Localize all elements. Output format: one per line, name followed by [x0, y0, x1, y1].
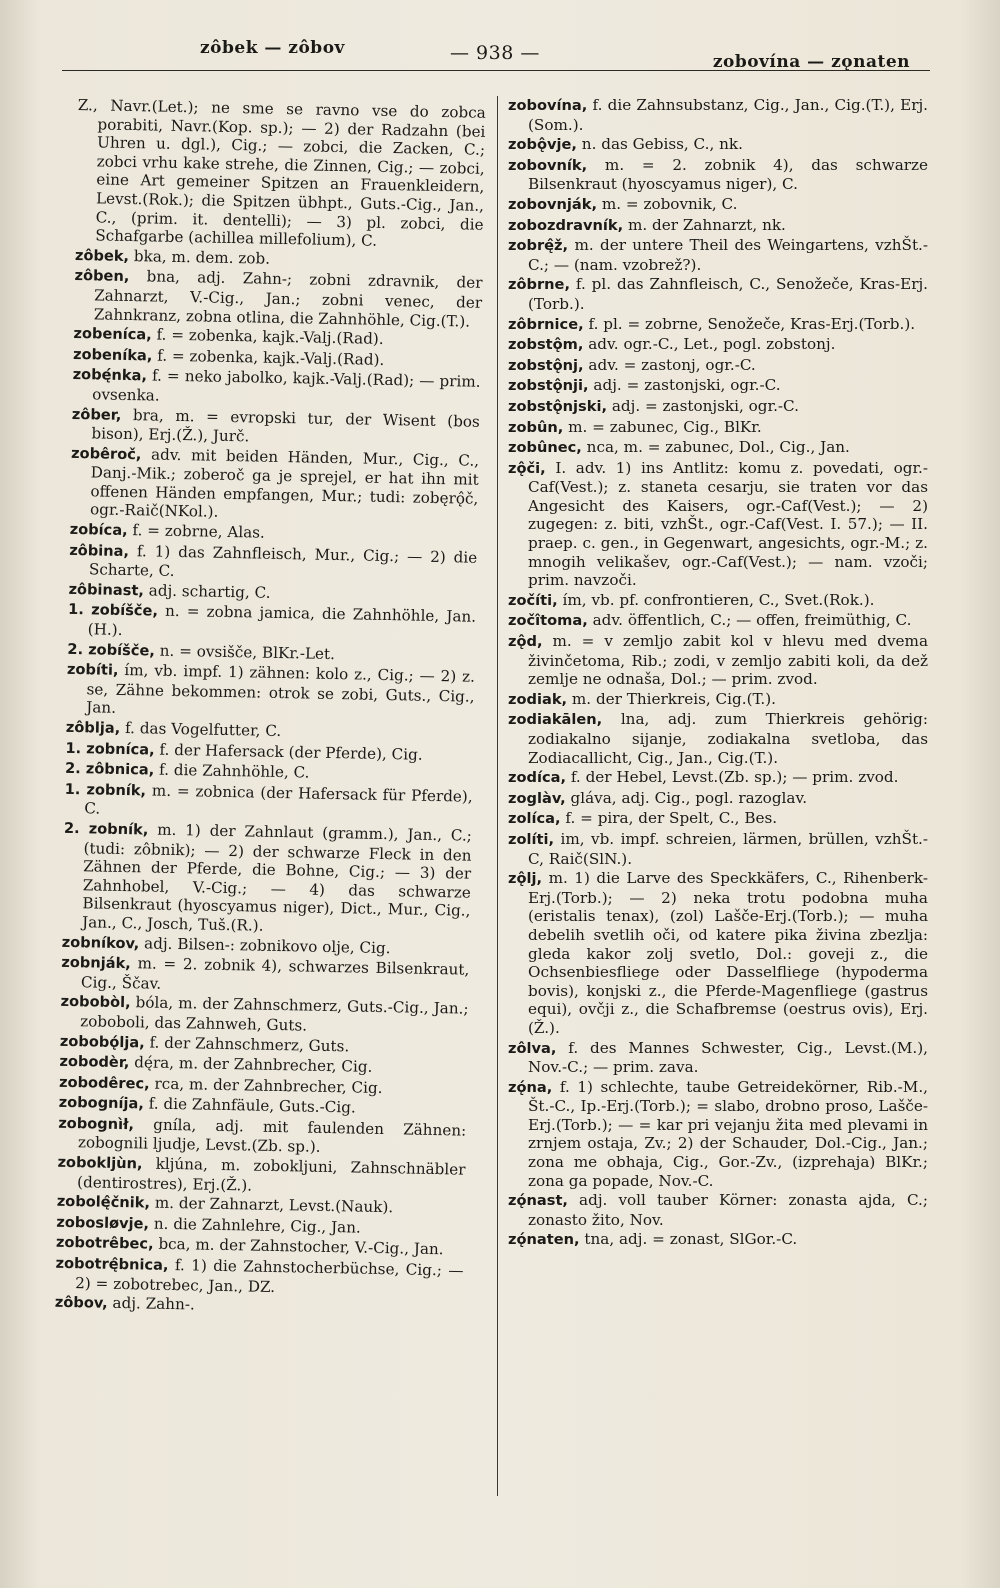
dictionary-entry: [508, 869, 928, 1037]
entry-headword: 1. zobník,: [64, 780, 147, 800]
entry-headword: zobǫ̂vje,: [508, 136, 577, 154]
entry-definition: m. der untere Theil des Weingartens, vzhŠt.-C.; — (nam. vzobrež?).: [528, 236, 929, 274]
entry-definition: adj. Bilsen-: zobnikovo olje, Cig.: [143, 933, 391, 957]
entry-headword: zobodêrec,: [58, 1073, 150, 1093]
dictionary-entry: [508, 1230, 928, 1250]
entry-headword: zobobòl,: [60, 993, 131, 1012]
dictionary-entry: [508, 611, 928, 631]
entry-headword: zoboklјùn,: [57, 1153, 143, 1173]
entry-headword: zôben,: [74, 267, 130, 286]
entry-headword: zobstǫ̂nji,: [508, 377, 589, 395]
entry-headword: zobnják,: [61, 953, 131, 973]
column-divider: [497, 96, 498, 1496]
entry-definition: m. der Zahnarzt, Levst.(Nauk).: [154, 1193, 394, 1217]
dictionary-entry: [508, 335, 928, 355]
entry-headword: zôber,: [71, 405, 122, 424]
entry-headword: zobstǫ̂njski,: [508, 397, 607, 415]
entry-headword: zôblja,: [65, 718, 121, 737]
dictionary-entry: [62, 819, 472, 939]
entry-definition: f. der Hafersack (der Pferde), Cig.: [159, 740, 423, 764]
entry-headword: zobeníka,: [72, 345, 153, 365]
dictionary-entry: [68, 600, 477, 646]
entry-definition: f. die Zahnsubstanz, Cig., Jan., Cig.(T.), Erj.(Som.).: [528, 96, 929, 134]
page-header: [60, 34, 930, 72]
entry-headword: zoglàv,: [508, 789, 566, 807]
dictionary-entry: [508, 156, 928, 194]
dictionary-entry: [74, 266, 483, 331]
entry-definition: adv. = zastonj, ogr.-C.: [588, 355, 756, 374]
entry-headword: zobíti,: [66, 661, 119, 680]
entry-headword: 1. zobíšče,: [67, 601, 159, 621]
dictionary-entry: [508, 690, 928, 710]
entry-headword: zobovnják,: [508, 195, 597, 213]
dictionary-entry: [60, 992, 469, 1038]
dictionary-entry: [58, 1114, 467, 1160]
entry-definition: n. = ovsišče, BlKr.-Let.: [159, 641, 336, 663]
entry-headword: zodiakālen,: [508, 711, 603, 729]
entry-definition: f. = neko jabolko, kajk.-Valj.(Rad); — prim. ovsenka.: [92, 366, 481, 405]
entry-definition: m. der Zahnarzt, nk.: [627, 215, 786, 234]
entry-definition: lna, adj. zum Thierkreis gehörig: zodiakalno sijanje, zodiakalna svetloba, das Zodiacallicht, Cig., Jan., Cig.(T.).: [528, 710, 928, 767]
dictionary-entry: [508, 195, 928, 215]
entry-definition: adj. = zastonjski, ogr.-C.: [611, 396, 799, 415]
entry-definition: f. = zobenka, kajk.-Valj.(Rad).: [156, 325, 384, 349]
entry-definition: bka, m. dem. zob.: [133, 246, 271, 268]
entry-definition: m. der Thierkreis, Cig.(T.).: [571, 689, 776, 708]
entry-definition: m. = v zemljo zabit kol v hlevu med dvema živinčetoma, Rib.; zodi, v zemljo zabiti koli, da dež zemlje ne odnaša, Dol.; — prim. zvod.: [528, 632, 929, 689]
left-column: [55, 96, 486, 1321]
entry-headword: zobstǫ̂m,: [508, 336, 584, 354]
entry-definition: m. = zobnica (der Hafersack für Pferde), C.: [84, 781, 473, 818]
entry-headword: zôbek,: [74, 246, 130, 265]
entry-definition: ím, vb. pf. confrontieren, C., Svet.(Rok.).: [562, 590, 875, 609]
entry-definition: adj. voll tauber Körner: zonasta ajda, C.; zonasto žito, Nov.: [528, 1191, 928, 1229]
entry-definition: kljúna, m. zobokljuni, Zahnschnäbler (dentirostres), Erj.(Ž.).: [76, 1154, 466, 1195]
entry-definition: gníla, adj. mit faulenden Zähnen: zobognili ljudje, Levst.(Zb. sp.).: [77, 1115, 467, 1157]
entry-definition: n. = zobna jamica, die Zahnhöhle, Jan.(H.).: [87, 602, 477, 639]
entry-definition: im, vb. impf. schreien, lärmen, brüllen, vzhŠt.-C, Raič(SlN.).: [528, 829, 929, 868]
entry-headword: zobstǫ̂nj,: [508, 356, 584, 374]
entry-definition: Z., Navr.(Let.); ne sme se ravno vse do zobca porabiti, Navr.(Kop. sp.); — 2) der Radzahn (bei Uhren u. dgl.), Cig.; — zobci, die Zacken, C.; zobci vrhu kake strehe, die Zinnen, Cig.; — zobci, eine Art gemeiner Spitzen an Frauenkleidern, Levst.(Rok.); die Spitzen übhpt., Guts.-Cig., Jan., C., (prim. it. dentelli); — 3) pl. zobci, die Schafgarbe (achillea millefolium), C.: [77, 96, 486, 250]
entry-headword: zǫ́na,: [508, 1078, 553, 1096]
entry-headword: zobozdravník,: [508, 216, 624, 234]
entry-headword: zobobǫ́lja,: [59, 1032, 145, 1051]
entry-headword: zǫ́naten,: [508, 1231, 580, 1249]
entry-headword: zôbina,: [69, 541, 130, 560]
entry-definition: tna, adj. = zonast, SlGor.-C.: [584, 1230, 798, 1249]
entry-definition: f. die Zahnfäule, Guts.-Cig.: [148, 1094, 356, 1117]
entry-definition: adv. ogr.-C., Let., pogl. zobstonj.: [588, 335, 836, 354]
entry-headword: zobognìł,: [58, 1114, 135, 1134]
entry-headword: zodíca,: [508, 769, 567, 787]
dictionary-entry: [55, 1254, 464, 1300]
entry-headword: 1. zobníca,: [65, 739, 155, 759]
entry-headword: zolíti,: [508, 830, 555, 848]
entry-headword: 2. zôbnica,: [64, 760, 155, 779]
entry-headword: zobûnec,: [508, 439, 582, 457]
dictionary-entry: [508, 459, 928, 590]
dictionary-entry: [508, 710, 928, 767]
entry-headword: zočíti,: [508, 591, 558, 609]
entry-headword: zobovník,: [508, 156, 588, 174]
dictionary-entry: [66, 660, 475, 725]
dictionary-entry: [508, 356, 928, 376]
entry-headword: zôbrnice,: [508, 315, 584, 333]
entry-definition: f. pl. das Zahnfleisch, C., Senožeče, Kras-Erj.(Torb.).: [528, 275, 928, 313]
entry-definition: bca, m. der Zahnstocher, V.-Cig., Jan.: [158, 1235, 444, 1259]
entry-headword: zobotrę̂bnica,: [55, 1254, 169, 1274]
entry-headword: zobrę̂ž,: [508, 237, 569, 255]
dictionary-entry: [508, 789, 928, 809]
entry-headword: zočîtoma,: [508, 612, 588, 630]
entry-definition: dę́ra, m. der Zahnbrecher, Cig.: [134, 1053, 373, 1076]
entry-definition: f. des Mannes Schwester, Cig., Levst.(M.), Nov.-C.; — prim. zava.: [528, 1038, 928, 1077]
entry-definition: f. 1) die Zahnstocherbüchse, Cig.; — 2) = zobotrebec, Jan., DZ.: [75, 1256, 464, 1296]
entry-headword: 2. zobíšče,: [67, 640, 156, 660]
entry-headword: 2. zobník,: [63, 819, 149, 839]
entry-headword: zobodèr,: [59, 1052, 130, 1072]
entry-definition: nca, m. = zabunec, Dol., Cig., Jan.: [586, 438, 850, 457]
entry-definition: ím, vb. impf. 1) zähnen: kolo z., Cig.; — 2) z. se, Zähne bekommen: otrok se zobi, Guts., Cig., Jan.: [86, 661, 476, 718]
entry-definition: m. = 2. zobnik 4), schwarzes Bilsenkraut, Cig., Ščav.: [80, 954, 470, 993]
entry-headword: zobovína,: [508, 97, 588, 114]
entry-headword: zǫ́nast,: [508, 1192, 568, 1210]
dictionary-entry: [508, 275, 928, 313]
dictionary-entry: [508, 809, 928, 829]
entry-definition: adv. öffentlich, C.; — offen, freimüthig, C.: [592, 611, 912, 630]
dictionary-entry: [508, 438, 928, 458]
dictionary-entry: [508, 236, 928, 274]
entry-definition: bóla, m. der Zahnschmerz, Guts.-Cig., Jan.; zoboboli, das Zahnweh, Guts.: [80, 993, 469, 1035]
entry-headword: zôlva,: [508, 1039, 557, 1057]
entry-headword: zobogníja,: [58, 1094, 145, 1113]
entry-definition: rca, m. der Zahnbrecher, Cig.: [154, 1074, 383, 1097]
entry-headword: zôbrne,: [508, 276, 570, 294]
header-right-guide-words: zobovína — zǫnaten: [712, 52, 910, 72]
dictionary-entry: [57, 1153, 466, 1199]
entry-headword: zǫ̂d,: [508, 633, 543, 651]
dictionary-entry: [508, 830, 928, 868]
entry-definition: adj. = zastonjski, ogr.-C.: [593, 376, 781, 395]
entry-definition: adv. mit beiden Händen, Mur., Cig., C., Danj.-Mik.; zoberoč ga je sprejel, er hat ihn mit offenen Händen empfangen, Mur.; tudi: zobęrǫ̂č, ogr.-Raič(NKol.).: [89, 445, 480, 522]
entry-definition: m. = 2. zobnik 4), das schwarze Bilsenkraut (hyoscyamus niger), C.: [528, 155, 928, 194]
entry-definition: f. der Hebel, Levst.(Zb. sp.); — prim. zvod.: [570, 768, 899, 787]
entry-headword: zobeníca,: [73, 325, 152, 344]
entry-definition: n. das Gebiss, C., nk.: [581, 135, 743, 154]
dictionary-entry: [75, 96, 486, 253]
entry-headword: zobíca,: [69, 520, 128, 540]
dictionary-entry: [508, 1039, 928, 1077]
entry-headword: zolíca,: [508, 810, 561, 828]
page-number: — 938 —: [450, 42, 540, 64]
entry-definition: gláva, adj. Cig., pogl. razoglav.: [570, 788, 808, 807]
entry-headword: zobosløvje,: [56, 1213, 150, 1233]
entry-definition: f. pl. = zobrne, Senožeče, Kras-Erj.(Torb.).: [588, 314, 916, 333]
dictionary-entry: [64, 780, 473, 826]
header-rule: [62, 70, 930, 71]
dictionary-entry: [508, 591, 928, 611]
entry-definition: f. die Zahnhöhle, C.: [158, 760, 310, 782]
entry-headword: zôbov,: [54, 1293, 108, 1313]
dictionary-entry: [508, 418, 928, 438]
dictionary-entry: [508, 135, 928, 155]
right-column: [508, 96, 928, 1251]
entry-headword: zôbinast,: [68, 580, 145, 600]
entry-definition: f. = zobenka, kajk.-Valj.(Rad).: [157, 346, 385, 369]
dictionary-entry: [508, 315, 928, 335]
dictionary-entry: [508, 397, 928, 417]
entry-definition: m. 1) die Larve des Speckkäfers, C., Rihenberk-Erj.(Torb.); — 2) neka trotu podobna muha (eristalis tenax), (zol) Lašče-Erj.(Torb.); — muha debelih svetlih oči, od katere pika živina zbezlja: gleda kakor zolj svetlo, Dol.: goveji z., die Ochsenbiesfliege oder Dasselfliege (hypoderma bovis), konjski z., die Pferde-Magenfliege (gastrus equi), ovčji z., die Schafbremse (oestrus ovis), Erj.(Ž.).: [528, 869, 928, 1037]
entry-definition: f. das Vogelfutter, C.: [124, 719, 282, 741]
entry-definition: adj. Zahn-.: [112, 1294, 195, 1314]
entry-headword: zobolę̂čnik,: [56, 1193, 151, 1212]
entry-definition: n. die Zahnlehre, Cig., Jan.: [153, 1214, 361, 1237]
entry-definition: f. der Zahnschmerz, Guts.: [149, 1033, 350, 1055]
dictionary-entry: [508, 376, 928, 396]
entry-headword: zobę́nka,: [72, 366, 148, 385]
entry-definition: f. = zobrne, Alas.: [132, 521, 266, 542]
entry-definition: I. adv. 1) ins Antlitz: komu z. povedati, ogr.-Caf(Vest.); z. staneta cesarju, sie traten vor das Angesicht des Kaisers, ogr.-Caf(Vest.); — 2) zugegen: z. biti, vzhŠt., ogr.-Caf(Vest. I. 57.); — II. praep. c. gen., in Gegenwart, angesichts, ogr.-M.; z. mnogih velikašev, ogr.-Caf(Vest.); — nam. vzoči; prim. navzoči.: [528, 458, 928, 590]
entry-headword: zobníkov,: [61, 933, 140, 952]
dictionary-entry: [61, 953, 470, 999]
entry-definition: m. 1) der Zahnlaut (gramm.), Jan., C.; (tudi: zôbnik); — 2) der schwarze Fleck in den Zähnen der Pferde, die Bohne, Cig.; — 3) der Zahnhobel, V.-Cig.; — 4) das schwarze Bilsenkraut (hyoscyamus niger), Dict., Mur., Cig., Jan., C., Josch, Tuš.(R.).: [81, 820, 473, 935]
entry-definition: bra, m. = evropski tur, der Wisent (bos bison), Erj.(Ž.), Jurč.: [91, 405, 481, 446]
entry-headword: zodiak,: [508, 690, 568, 708]
dictionary-entry: [69, 541, 478, 587]
dictionary-entry: [508, 216, 928, 236]
dictionary-entry: [71, 404, 480, 450]
entry-definition: f. 1) schlechte, taube Getreidekörner, Rib.-M., Št.-C., Ip.-Erj.(Torb.); = slabo, drobno proso, Lašče-Erj.(Torb.); — = kar pri vejanju žita med plevami in zrnjem ostaja, Zv.; 2) der Schauder, Dol.-Cig., Jan.; zona me obhaja, Cig., Gor.-Zv., (izprehaja) BlKr.; zona ga popade, Nov.-C.: [528, 1077, 929, 1190]
entry-headword: zobêroč,: [70, 444, 142, 463]
entry-definition: adj. schartig, C.: [148, 581, 271, 602]
entry-headword: zǫ̂či,: [508, 459, 546, 477]
dictionary-entry: [508, 1078, 928, 1191]
entry-definition: f. = pira, der Spelt, C., Bes.: [565, 809, 778, 828]
entry-definition: m. = zabunec, Cig., BlKr.: [568, 417, 762, 436]
entry-definition: f. 1) das Zahnfleisch, Mur., Cig.; — 2) die Scharte, C.: [88, 541, 478, 581]
dictionary-entry: [508, 632, 928, 689]
header-left-guide-words: zôbek — zôbov: [200, 38, 345, 58]
dictionary-entry: [508, 1191, 928, 1229]
entry-headword: zobotrêbec,: [55, 1234, 154, 1254]
dictionary-entry: [508, 768, 928, 788]
entry-headword: zǫ̂lj,: [508, 870, 543, 888]
entry-headword: zobûn,: [508, 418, 564, 436]
entry-definition: m. = zobovnik, C.: [601, 194, 738, 213]
dictionary-entry: [508, 96, 928, 134]
dictionary-entry: [70, 444, 479, 527]
entry-definition: bna, adj. Zahn-; zobni zdravnik, der Zahnarzt, V.-Cig., Jan.; zobni venec, der Zahnkranz, zobna otlina, die Zahnhöhle, Cig.(T.).: [93, 267, 483, 331]
dictionary-entry: [72, 365, 481, 411]
